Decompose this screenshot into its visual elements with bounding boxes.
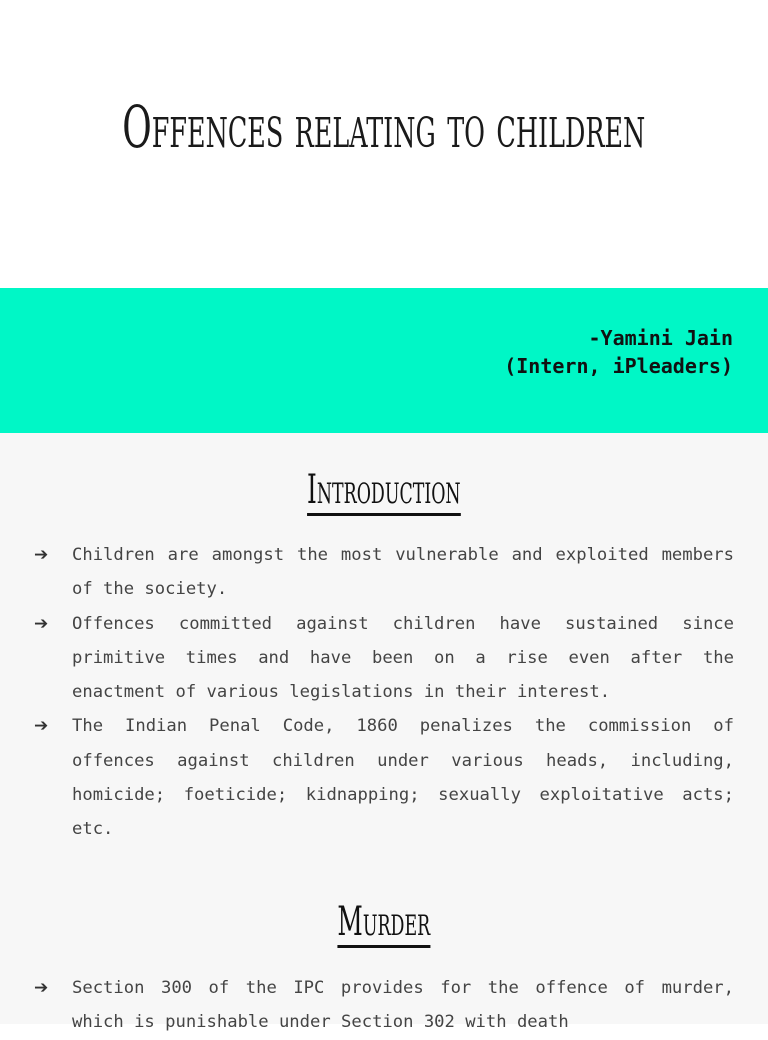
list-item-text: Section 300 of the IPC provides for the offence of murder, which is punishable under Section 302 with death [72,978,734,1033]
list-item [0,538,768,607]
list-item [0,709,768,846]
author-name: -Yamini Jain [588,326,733,350]
content-area [0,433,768,1033]
right-arrow-icon: ➔ [34,716,49,737]
section-heading-text: Introduction [307,467,461,516]
right-arrow-icon: ➔ [34,545,49,565]
title-slide [0,0,768,288]
list-item [0,607,768,710]
right-arrow-icon: ➔ [34,978,49,998]
author-block [504,324,733,380]
list-item [0,971,768,1040]
author-affiliation: (Intern, iPleaders) [504,354,733,378]
author-band [0,288,768,433]
list-item-text: Children are amongst the most vulnerable and exploited members of the society. [72,545,734,600]
list-item-text: The Indian Penal Code, 1860 penalizes the commission of offences against children under various heads, including, homicide; foeticide; kidnapping; sexually exploitative acts; etc. [72,716,734,840]
page-title: Offences relating to children [122,93,646,161]
section-heading-introduction [0,467,768,516]
section-heading-text: Murder [338,899,431,948]
murder-bullet-list [0,971,768,1040]
introduction-bullet-list [0,538,768,847]
section-heading-murder [0,899,768,948]
list-item-text: Offences committed against children have sustained since primitive times and have been on a rise even after the enactment of various legislations in their interest. [72,613,734,703]
right-arrow-icon: ➔ [34,613,49,634]
